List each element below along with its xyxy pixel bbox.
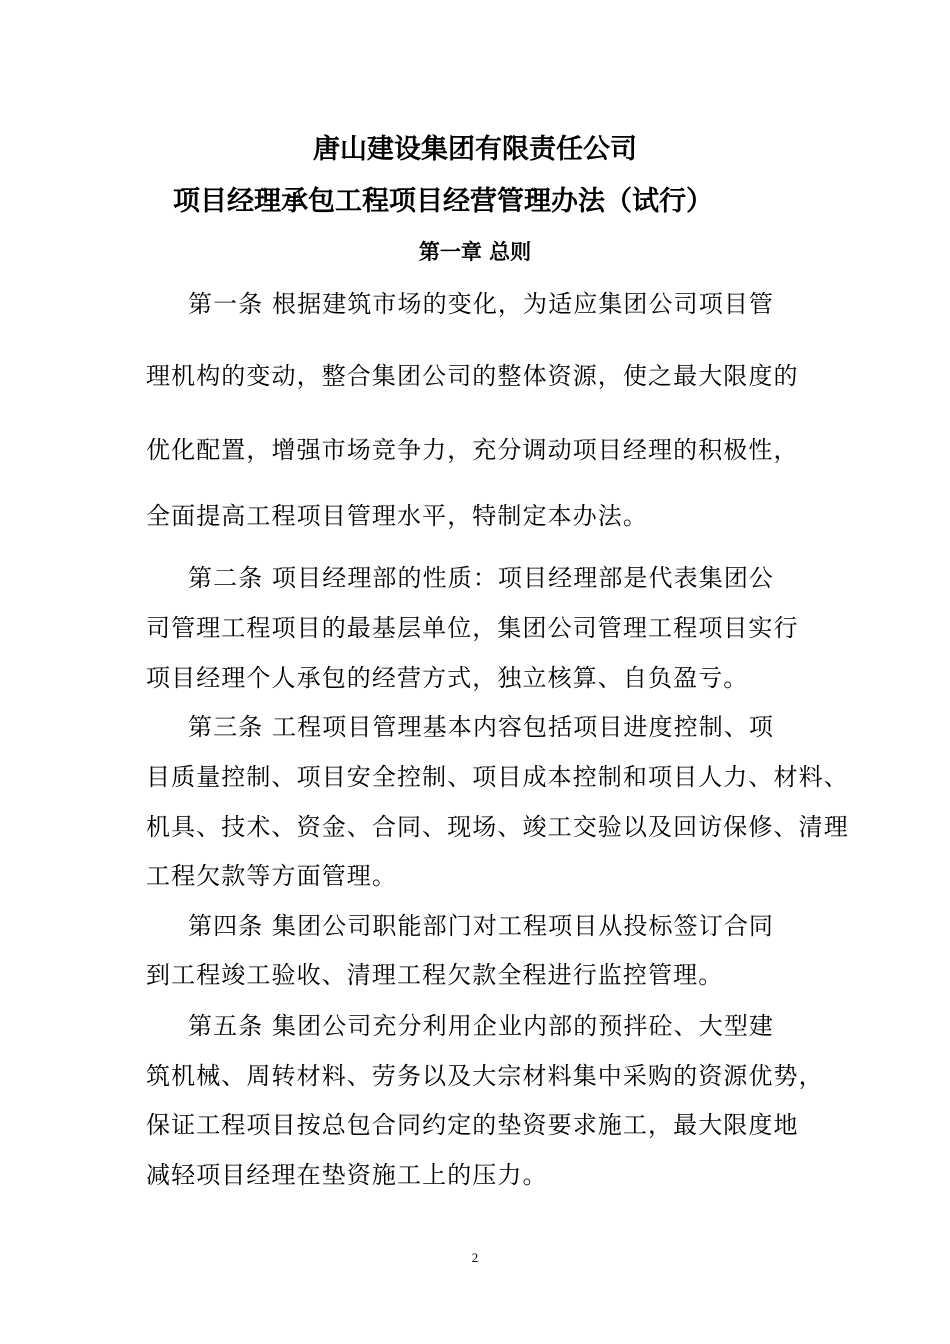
company-title: 唐山建设集团有限责任公司: [313, 134, 637, 165]
article-2-line-1: 第二条 项目经理部的性质：项目经理部是代表集团公: [188, 564, 775, 592]
article-2-line-2: 司管理工程项目的最基层单位，集团公司管理工程项目实行: [146, 614, 799, 642]
article-1-line-3: 优化配置，增强市场竞争力，充分调动项目经理的积极性，: [146, 436, 799, 464]
article-2-line-3: 项目经理个人承包的经营方式，独立核算、自负盈亏。: [146, 664, 749, 692]
article-3-line-3: 机具、技术、资金、合同、现场、竣工交验以及回访保修、清理: [146, 813, 849, 841]
article-4-line-2: 到工程竣工验收、清理工程欠款全程进行监控管理。: [146, 961, 724, 989]
article-5-line-3: 保证工程项目按总包合同约定的垫资要求施工，最大限度地: [146, 1111, 799, 1139]
article-5-line-4: 减轻项目经理在垫资施工上的压力。: [146, 1161, 548, 1189]
article-5-line-2: 筑机械、周转材料、劳务以及大宗材料集中采购的资源优势，: [146, 1062, 824, 1090]
article-5-line-1: 第五条 集团公司充分利用企业内部的预拌砼、大型建: [188, 1012, 775, 1040]
article-3-line-2: 目质量控制、项目安全控制、项目成本控制和项目人力、材料、: [146, 763, 849, 791]
article-3-line-1: 第三条 工程项目管理基本内容包括项目进度控制、项: [188, 713, 775, 741]
chapter-heading: 第一章 总则: [418, 240, 532, 264]
article-4-line-1: 第四条 集团公司职能部门对工程项目从投标签订合同: [188, 912, 775, 940]
article-1-line-2: 理机构的变动，整合集团公司的整体资源，使之最大限度的: [146, 362, 799, 390]
article-1-line-1: 第一条 根据建筑市场的变化，为适应集团公司项目管: [188, 290, 775, 318]
page-number: 2: [471, 1250, 479, 1265]
article-3-line-4: 工程欠款等方面管理。: [146, 862, 397, 890]
document-title: 项目经理承包工程项目经营管理办法（试行）: [173, 186, 713, 217]
article-1-line-4: 全面提高工程项目管理水平，特制定本办法。: [146, 502, 648, 530]
